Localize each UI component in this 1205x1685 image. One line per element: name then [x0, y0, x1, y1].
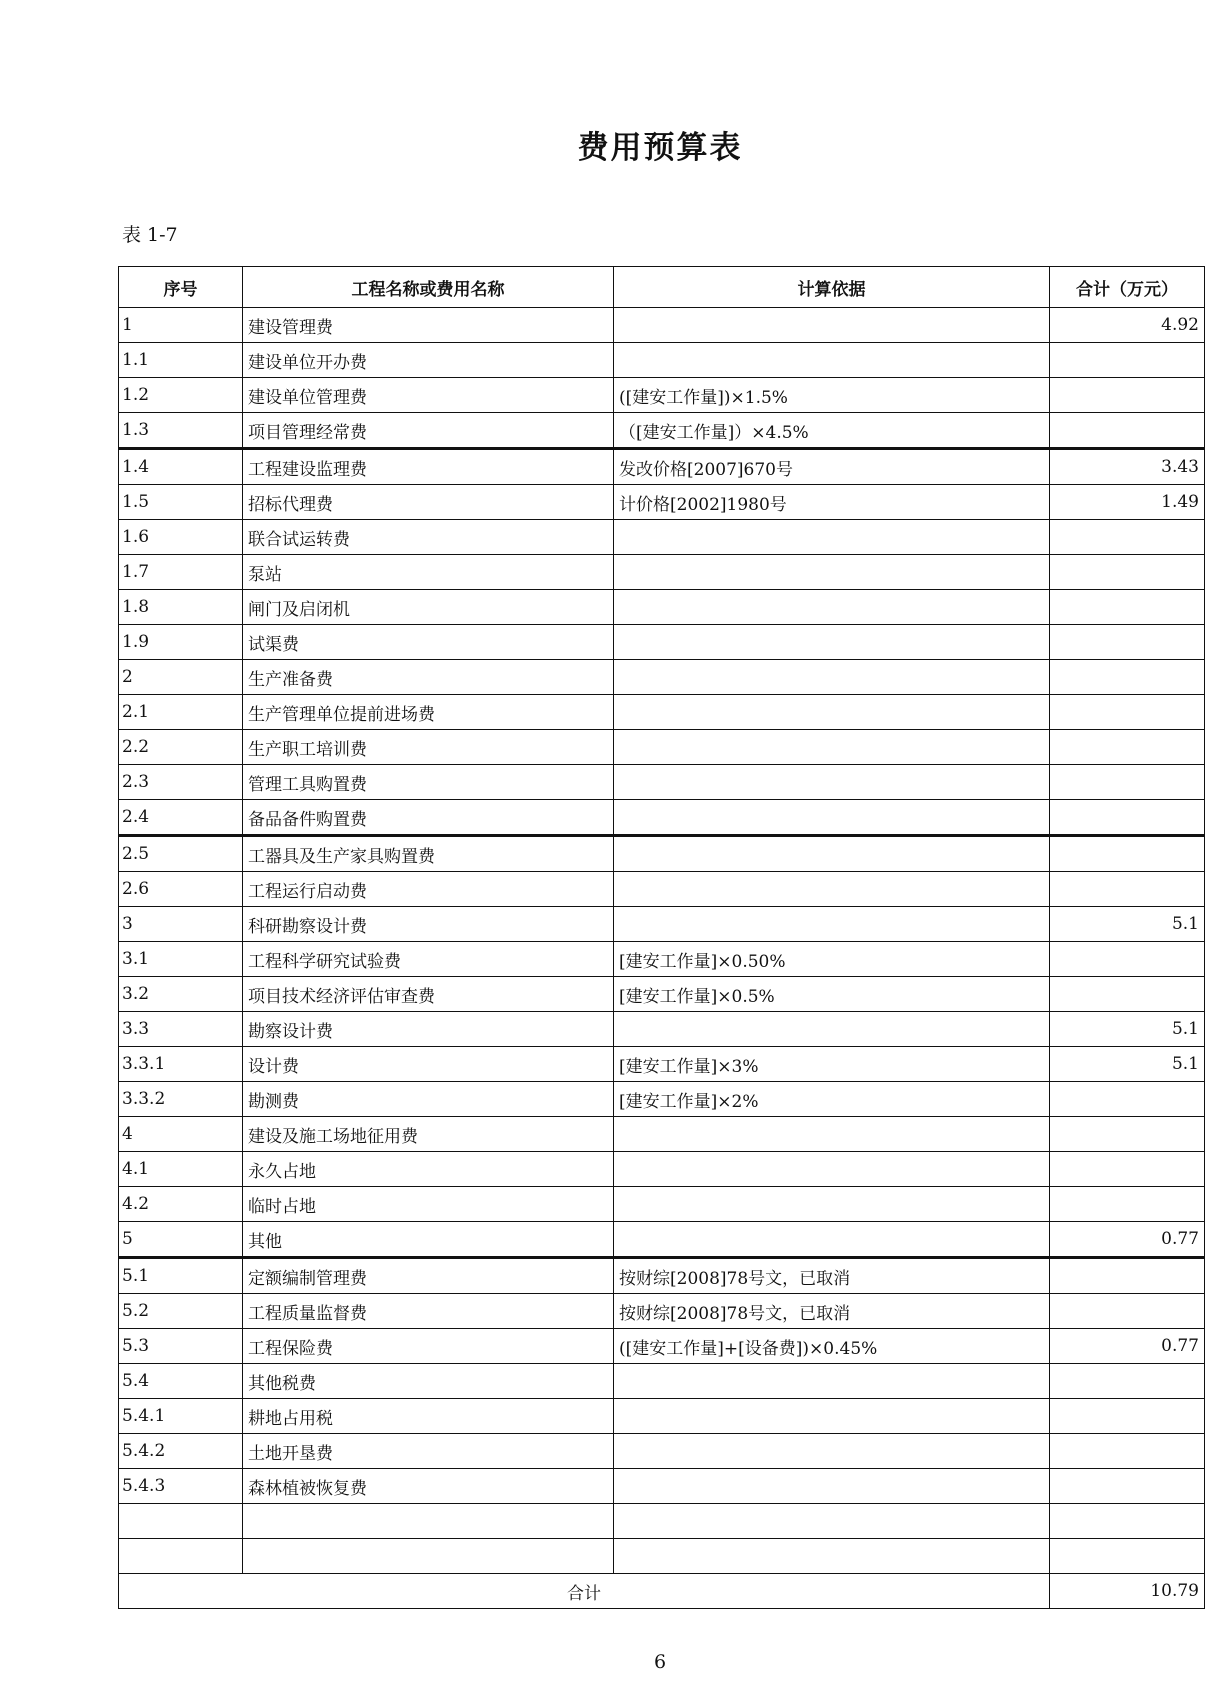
row-basis — [614, 907, 1050, 942]
row-total: 4.92 — [1050, 308, 1205, 343]
row-total — [1050, 343, 1205, 378]
row-total — [1050, 555, 1205, 590]
row-seq: 5 — [119, 1222, 243, 1258]
row-seq: 4.1 — [119, 1152, 243, 1187]
row-basis — [614, 836, 1050, 872]
row-total — [1050, 590, 1205, 625]
row-basis — [614, 590, 1050, 625]
table-row — [119, 485, 1205, 520]
table-row — [119, 1187, 1205, 1222]
row-seq: 3.3 — [119, 1012, 243, 1047]
row-seq: 1.3 — [119, 413, 243, 449]
table-row — [119, 907, 1205, 942]
row-name: 工程建设监理费 — [243, 449, 614, 485]
table-body — [119, 308, 1205, 1574]
row-name: 森林植被恢复费 — [243, 1469, 614, 1504]
row-total — [1050, 378, 1205, 413]
row-basis: （[建安工作量]）×4.5% — [614, 413, 1050, 449]
row-total: 1.49 — [1050, 485, 1205, 520]
row-name: 勘察设计费 — [243, 1012, 614, 1047]
header-name: 工程名称或费用名称 — [243, 267, 614, 308]
row-seq: 5.4.3 — [119, 1469, 243, 1504]
table-row — [119, 695, 1205, 730]
row-total: 5.1 — [1050, 1047, 1205, 1082]
row-basis: [建安工作量]×0.50% — [614, 942, 1050, 977]
row-seq: 2.4 — [119, 800, 243, 836]
table-row — [119, 660, 1205, 695]
row-seq: 3 — [119, 907, 243, 942]
table-row — [119, 1399, 1205, 1434]
row-seq: 5.1 — [119, 1258, 243, 1294]
row-basis — [614, 520, 1050, 555]
row-basis — [614, 1434, 1050, 1469]
row-seq: 1.7 — [119, 555, 243, 590]
row-seq: 4 — [119, 1117, 243, 1152]
table-row — [119, 942, 1205, 977]
row-seq: 1.5 — [119, 485, 243, 520]
row-total — [1050, 625, 1205, 660]
table-row — [119, 977, 1205, 1012]
row-basis — [614, 695, 1050, 730]
row-name: 生产管理单位提前进场费 — [243, 695, 614, 730]
row-basis — [614, 1222, 1050, 1258]
row-name: 闸门及启闭机 — [243, 590, 614, 625]
row-seq: 2.3 — [119, 765, 243, 800]
row-total — [1050, 1117, 1205, 1152]
row-total — [1050, 1187, 1205, 1222]
row-total — [1050, 800, 1205, 836]
row-total — [1050, 942, 1205, 977]
table-row — [119, 308, 1205, 343]
row-seq: 3.2 — [119, 977, 243, 1012]
summary-label: 合计 — [119, 1574, 1050, 1609]
row-seq — [119, 1539, 243, 1574]
row-basis — [614, 1469, 1050, 1504]
row-name: 设计费 — [243, 1047, 614, 1082]
row-seq: 5.4.1 — [119, 1399, 243, 1434]
table-row — [119, 555, 1205, 590]
row-basis: ([建安工作量])×1.5% — [614, 378, 1050, 413]
table-row — [119, 1329, 1205, 1364]
row-name — [243, 1504, 614, 1539]
summary-total: 10.79 — [1050, 1574, 1205, 1609]
row-total — [1050, 1364, 1205, 1399]
header-basis: 计算依据 — [614, 267, 1050, 308]
table-row — [119, 1364, 1205, 1399]
row-name: 项目管理经常费 — [243, 413, 614, 449]
row-basis: 按财综[2008]78号文，已取消 — [614, 1258, 1050, 1294]
table-row — [119, 378, 1205, 413]
row-basis — [614, 343, 1050, 378]
row-total — [1050, 1294, 1205, 1329]
row-name: 临时占地 — [243, 1187, 614, 1222]
row-name: 试渠费 — [243, 625, 614, 660]
row-seq: 3.3.1 — [119, 1047, 243, 1082]
row-basis: [建安工作量]×0.5% — [614, 977, 1050, 1012]
row-basis — [614, 1152, 1050, 1187]
row-seq: 1.1 — [119, 343, 243, 378]
page-number: 6 — [653, 1651, 667, 1673]
row-basis — [614, 1187, 1050, 1222]
row-name: 其他 — [243, 1222, 614, 1258]
row-total — [1050, 695, 1205, 730]
row-total — [1050, 660, 1205, 695]
header-row — [119, 267, 1205, 308]
header-total: 合计（万元） — [1050, 267, 1205, 308]
row-basis: 发改价格[2007]670号 — [614, 449, 1050, 485]
row-seq: 5.3 — [119, 1329, 243, 1364]
row-total — [1050, 1082, 1205, 1117]
row-basis — [614, 800, 1050, 836]
page-title: 费用预算表 — [577, 130, 743, 166]
row-name: 联合试运转费 — [243, 520, 614, 555]
table-row — [119, 520, 1205, 555]
row-total — [1050, 1258, 1205, 1294]
row-seq: 2 — [119, 660, 243, 695]
row-total — [1050, 1434, 1205, 1469]
table-row — [119, 1117, 1205, 1152]
table-row — [119, 343, 1205, 378]
row-basis: [建安工作量]×3% — [614, 1047, 1050, 1082]
row-name: 生产准备费 — [243, 660, 614, 695]
row-basis — [614, 1364, 1050, 1399]
table-row — [119, 625, 1205, 660]
table-row — [119, 1539, 1205, 1574]
row-basis — [614, 660, 1050, 695]
row-seq: 3.1 — [119, 942, 243, 977]
row-total — [1050, 413, 1205, 449]
row-seq: 1.2 — [119, 378, 243, 413]
row-name: 定额编制管理费 — [243, 1258, 614, 1294]
row-name: 泵站 — [243, 555, 614, 590]
row-total: 0.77 — [1050, 1222, 1205, 1258]
row-name: 建设及施工场地征用费 — [243, 1117, 614, 1152]
row-basis — [614, 1399, 1050, 1434]
row-basis — [614, 730, 1050, 765]
table-row — [119, 1152, 1205, 1187]
row-name: 土地开垦费 — [243, 1434, 614, 1469]
row-name: 永久占地 — [243, 1152, 614, 1187]
row-basis: 按财综[2008]78号文，已取消 — [614, 1294, 1050, 1329]
row-total — [1050, 1152, 1205, 1187]
row-name: 备品备件购置费 — [243, 800, 614, 836]
row-name: 工器具及生产家具购置费 — [243, 836, 614, 872]
row-name: 建设单位开办费 — [243, 343, 614, 378]
row-seq: 3.3.2 — [119, 1082, 243, 1117]
row-basis — [614, 1117, 1050, 1152]
row-seq: 1.9 — [119, 625, 243, 660]
row-total: 3.43 — [1050, 449, 1205, 485]
table-row — [119, 1047, 1205, 1082]
row-total — [1050, 836, 1205, 872]
row-name: 工程质量监督费 — [243, 1294, 614, 1329]
table-row — [119, 800, 1205, 836]
table-row — [119, 730, 1205, 765]
row-total — [1050, 872, 1205, 907]
table-row — [119, 590, 1205, 625]
row-total — [1050, 730, 1205, 765]
table-row — [119, 1469, 1205, 1504]
row-seq: 5.4.2 — [119, 1434, 243, 1469]
row-basis — [614, 308, 1050, 343]
row-basis — [614, 1012, 1050, 1047]
table-row — [119, 413, 1205, 449]
row-name: 其他税费 — [243, 1364, 614, 1399]
table-row — [119, 1012, 1205, 1047]
row-seq: 5.2 — [119, 1294, 243, 1329]
row-total — [1050, 765, 1205, 800]
row-name: 工程保险费 — [243, 1329, 614, 1364]
summary-row — [119, 1574, 1205, 1609]
row-name: 管理工具购置费 — [243, 765, 614, 800]
row-seq: 2.5 — [119, 836, 243, 872]
table-row — [119, 1082, 1205, 1117]
row-name — [243, 1539, 614, 1574]
table-row — [119, 1504, 1205, 1539]
row-basis — [614, 1504, 1050, 1539]
row-seq: 5.4 — [119, 1364, 243, 1399]
table-row — [119, 765, 1205, 800]
row-name: 建设单位管理费 — [243, 378, 614, 413]
budget-table — [118, 266, 1205, 1609]
row-total — [1050, 1469, 1205, 1504]
row-seq: 2.6 — [119, 872, 243, 907]
row-name: 工程运行启动费 — [243, 872, 614, 907]
row-total — [1050, 1539, 1205, 1574]
row-total: 5.1 — [1050, 907, 1205, 942]
row-total — [1050, 1399, 1205, 1434]
row-seq — [119, 1504, 243, 1539]
table-row — [119, 872, 1205, 907]
table-row — [119, 1294, 1205, 1329]
row-basis — [614, 555, 1050, 590]
header-seq: 序号 — [119, 267, 243, 308]
row-basis: 计价格[2002]1980号 — [614, 485, 1050, 520]
row-seq: 1 — [119, 308, 243, 343]
row-total — [1050, 520, 1205, 555]
row-name: 项目技术经济评估审查费 — [243, 977, 614, 1012]
table-label: 表 1-7 — [122, 224, 178, 246]
row-total — [1050, 977, 1205, 1012]
table-row — [119, 1434, 1205, 1469]
row-name: 工程科学研究试验费 — [243, 942, 614, 977]
row-name: 建设管理费 — [243, 308, 614, 343]
row-seq: 1.8 — [119, 590, 243, 625]
row-basis: [建安工作量]×2% — [614, 1082, 1050, 1117]
row-basis — [614, 765, 1050, 800]
row-basis — [614, 1539, 1050, 1574]
row-name: 耕地占用税 — [243, 1399, 614, 1434]
table-row — [119, 449, 1205, 485]
row-basis — [614, 872, 1050, 907]
table-row — [119, 836, 1205, 872]
row-name: 生产职工培训费 — [243, 730, 614, 765]
row-basis — [614, 625, 1050, 660]
row-seq: 2.1 — [119, 695, 243, 730]
table-row — [119, 1222, 1205, 1258]
row-seq: 1.6 — [119, 520, 243, 555]
row-name: 招标代理费 — [243, 485, 614, 520]
row-name: 勘测费 — [243, 1082, 614, 1117]
row-seq: 4.2 — [119, 1187, 243, 1222]
row-seq: 1.4 — [119, 449, 243, 485]
row-basis: ([建安工作量]+[设备费])×0.45% — [614, 1329, 1050, 1364]
row-seq: 2.2 — [119, 730, 243, 765]
row-total — [1050, 1504, 1205, 1539]
row-name: 科研勘察设计费 — [243, 907, 614, 942]
row-total: 5.1 — [1050, 1012, 1205, 1047]
row-total: 0.77 — [1050, 1329, 1205, 1364]
table-row — [119, 1258, 1205, 1294]
